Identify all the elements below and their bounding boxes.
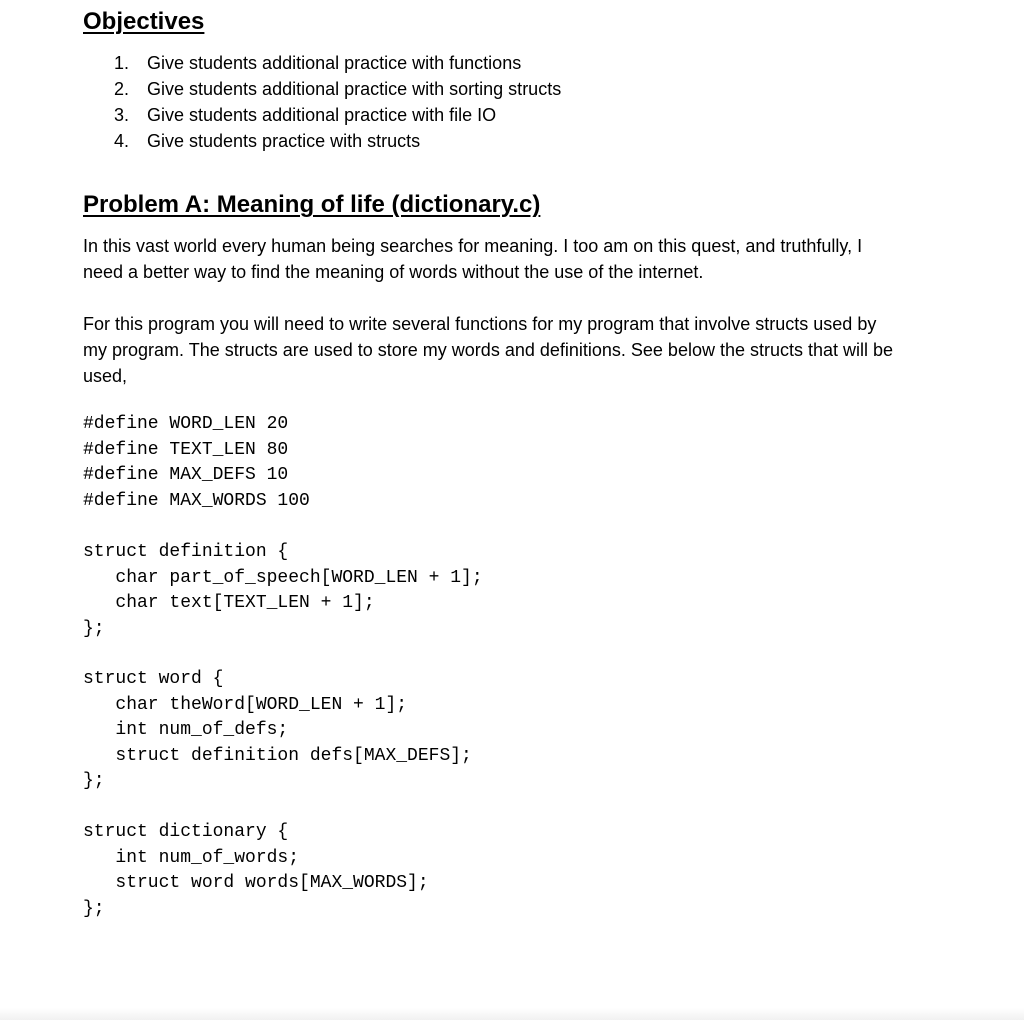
code-struct-dictionary: struct dictionary { int num_of_words; struct word words[MAX_WORDS]; }; <box>83 822 429 919</box>
list-item-number: 2. <box>114 79 130 99</box>
list-item-number: 1. <box>114 53 130 73</box>
code-struct-definition: struct definition { char part_of_speech[WORD_LEN + 1]; char text[TEXT_LEN + 1]; }; <box>83 542 483 639</box>
list-item-text: Give students additional practice with file IO <box>147 105 497 125</box>
list-item-text: Give students practice with structs <box>147 131 421 151</box>
list-item-text: Give students additional practice with sorting structs <box>147 79 562 99</box>
list-item <box>114 76 561 102</box>
list-item <box>114 50 561 76</box>
page-bottom-edge <box>0 1008 1024 1020</box>
objectives-list <box>114 50 561 154</box>
code-struct-word: struct word { char theWord[WORD_LEN + 1]; int num_of_defs; struct definition defs[MAX_DEFS]; }; <box>83 669 472 791</box>
objectives-heading: Objectives <box>83 8 205 35</box>
list-item <box>114 102 561 128</box>
problem-a-heading: Problem A: Meaning of life (dictionary.c) <box>83 191 541 218</box>
code-defines: #define WORD_LEN 20 #define TEXT_LEN 80 #define MAX_DEFS 10 #define MAX_WORDS 100 <box>83 414 310 511</box>
list-item-number: 4. <box>114 131 130 151</box>
list-item-text: Give students additional practice with functions <box>147 53 522 73</box>
intro-paragraph: In this vast world every human being searches for meaning. I too am on this quest, and truthfully, I need a better way to find the meaning of words without the use of the internet. <box>83 236 863 282</box>
instructions-paragraph: For this program you will need to write several functions for my program that involve structs used by my program. The structs are used to store my words and definitions. See below the structs that will be used, <box>83 314 894 386</box>
list-item-number: 3. <box>114 105 130 125</box>
list-item <box>114 128 561 154</box>
